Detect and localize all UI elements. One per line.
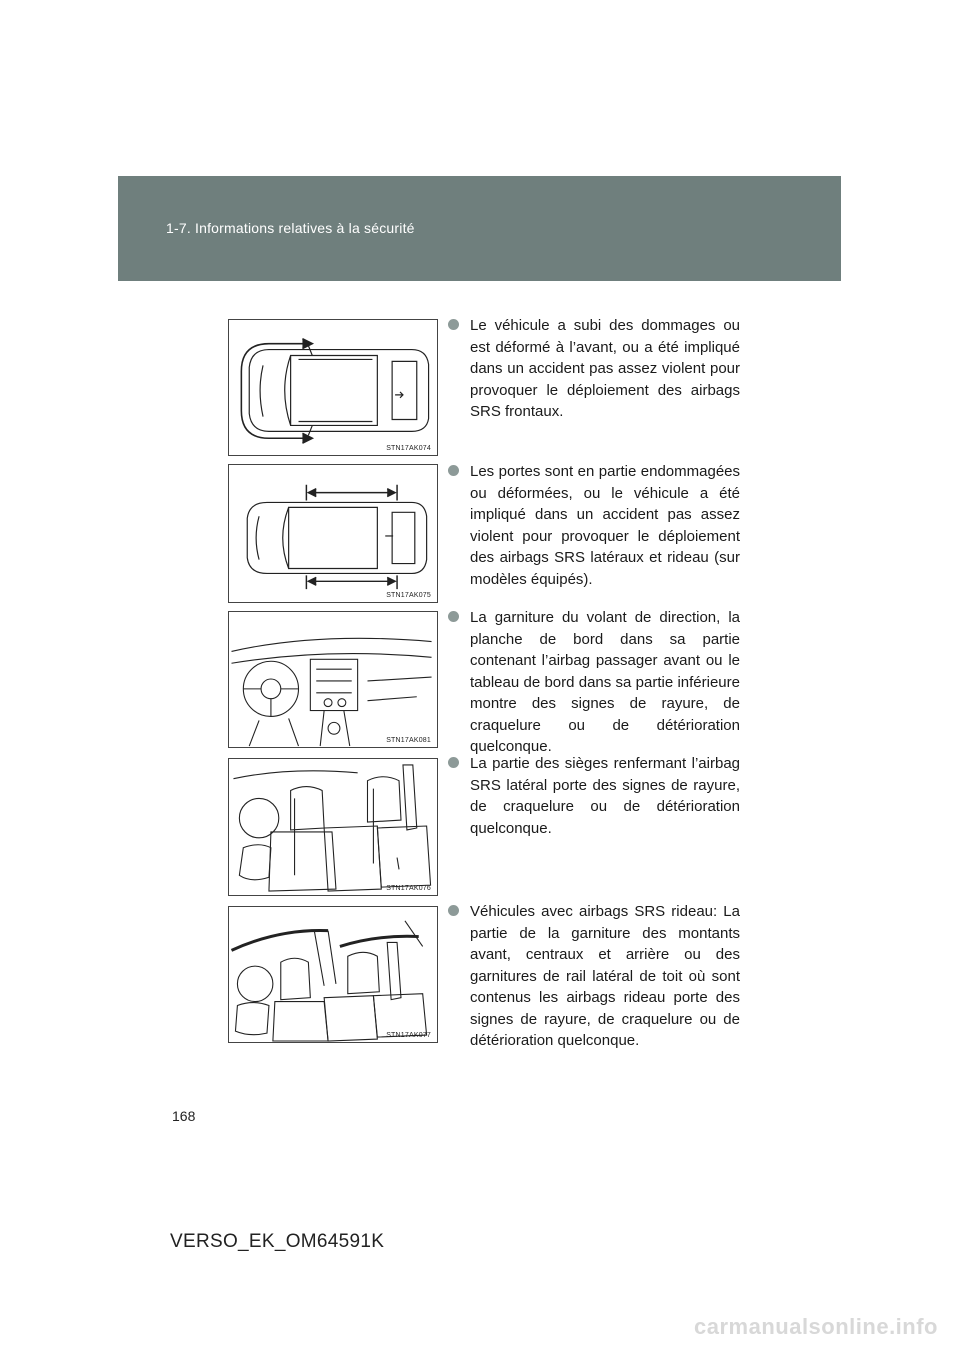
- car-top-view-illustration: [229, 465, 437, 602]
- list-item: [448, 607, 740, 758]
- figure-code: STN17AK075: [386, 592, 431, 599]
- car-top-view-illustration: [229, 320, 437, 455]
- figure-seats: [228, 758, 438, 896]
- figure-curtain-airbags: [228, 906, 438, 1043]
- bullet-icon: [448, 319, 459, 330]
- list-item: [448, 901, 740, 1052]
- list-item-text: Le véhicule a subi des dommages ou est déformé à l’avant, ou a été impliqué dans un accident pas assez violent pour provoquer le déploiement des airbags SRS frontaux.: [470, 317, 740, 420]
- list-item: [448, 315, 740, 423]
- list-item: [448, 753, 740, 839]
- figure-side-damage: [228, 464, 438, 603]
- bullet-icon: [448, 465, 459, 476]
- section-title: 1-7. Informations relatives à la sécurité: [166, 220, 415, 236]
- bullet-icon: [448, 611, 459, 622]
- list-item-text: La garniture du volant de direction, la planche de bord dans sa partie contenant l’airbag passager avant ou le tableau de bord dans sa partie inférieure montre des signes de rayure, de craquelure ou de détérioration quelconque.: [470, 609, 740, 755]
- page-number: 168: [172, 1108, 196, 1124]
- figure-code: STN17AK081: [386, 737, 431, 744]
- seats-illustration: [229, 759, 437, 895]
- figure-code: STN17AK074: [386, 445, 431, 452]
- figure-front-damage: [228, 319, 438, 456]
- bullet-icon: [448, 905, 459, 916]
- document-code: VERSO_EK_OM64591K: [170, 1231, 385, 1252]
- figure-code: STN17AK077: [386, 1032, 431, 1039]
- figure-dashboard: [228, 611, 438, 748]
- list-item: [448, 461, 740, 590]
- interior-rails-illustration: [229, 907, 437, 1042]
- dashboard-illustration: [229, 612, 437, 747]
- list-item-text: Les portes sont en partie endommagées ou déformées, ou le véhicule a été impliqué dans un accident pas assez violent pour provoquer le déploiement des airbags SRS latéraux et rideau (sur modèles équipés).: [470, 463, 740, 588]
- list-item-text: Véhicules avec airbags SRS rideau: La partie de la garniture des montants avant, centraux et arrière ou des garnitures de rail latéral de toit où sont contenus les airbags rideau porte des signes de rayure, de craquelure ou de détérioration quelconque.: [470, 903, 740, 1049]
- bullet-icon: [448, 757, 459, 768]
- list-item-text: La partie des sièges renfermant l’airbag SRS latéral porte des signes de rayure, de craquelure ou de détérioration quelconque.: [470, 755, 740, 837]
- figure-code: STN17AK076: [386, 885, 431, 892]
- watermark: carmanualsonline.info: [694, 1314, 938, 1339]
- section-header: [118, 176, 841, 281]
